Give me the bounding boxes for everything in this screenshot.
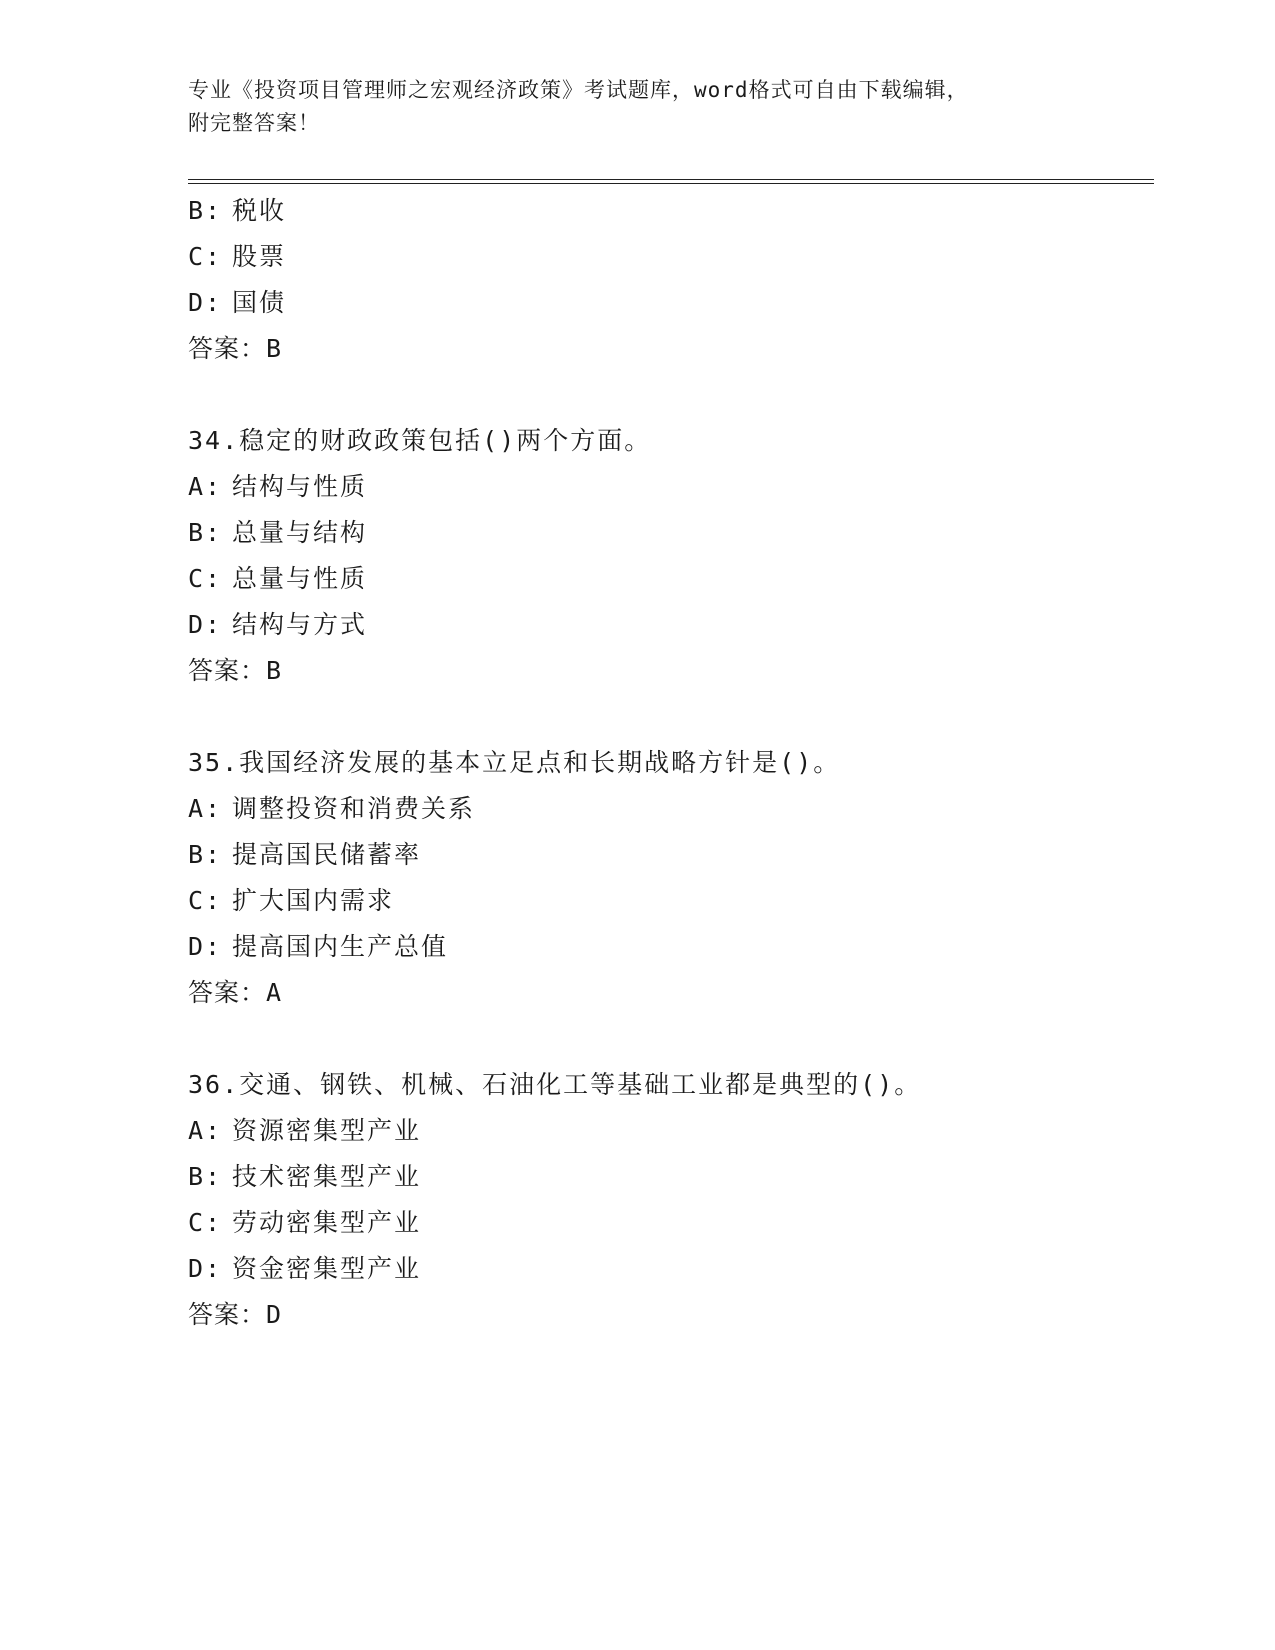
option-b: B: 税收	[188, 196, 287, 225]
option-d: D: 资金密集型产业	[188, 1254, 422, 1283]
header-divider-bottom	[188, 183, 1154, 184]
option-d: D: 国债	[188, 288, 287, 317]
spacer	[188, 372, 1154, 418]
answer-line: 答案：D	[188, 1300, 284, 1329]
spacer	[188, 694, 1154, 740]
option-b: B: 提高国民储蓄率	[188, 840, 422, 869]
question-text: 36.交通、钢铁、机械、石油化工等基础工业都是典型的()。	[188, 1070, 922, 1099]
option-a: A: 结构与性质	[188, 472, 368, 501]
answer-line: 答案：B	[188, 656, 284, 685]
question-33-continuation	[188, 188, 1154, 372]
option-b: B: 总量与结构	[188, 518, 368, 547]
option-c: C: 劳动密集型产业	[188, 1208, 422, 1237]
option-a: A: 调整投资和消费关系	[188, 794, 476, 823]
option-b: B: 技术密集型产业	[188, 1162, 422, 1191]
header-line-2: 附完整答案！	[188, 111, 320, 135]
option-d: D: 提高国内生产总值	[188, 932, 449, 961]
header-line-1: 专业《投资项目管理师之宏观经济政策》考试题库，word格式可自由下载编辑，	[188, 78, 969, 102]
option-a: A: 资源密集型产业	[188, 1116, 422, 1145]
option-c: C: 扩大国内需求	[188, 886, 395, 915]
option-c: C: 股票	[188, 242, 287, 271]
spacer	[188, 1016, 1154, 1062]
question-list	[188, 188, 1154, 1338]
question-text: 35.我国经济发展的基本立足点和长期战略方针是()。	[188, 748, 841, 777]
header-divider-top	[188, 179, 1154, 180]
question-35	[188, 740, 1154, 1016]
answer-line: 答案：B	[188, 334, 284, 363]
option-d: D: 结构与方式	[188, 610, 368, 639]
question-36	[188, 1062, 1154, 1338]
document-header	[188, 74, 1088, 140]
answer-line: 答案：A	[188, 978, 284, 1007]
question-text: 34.稳定的财政政策包括()两个方面。	[188, 426, 652, 455]
question-34	[188, 418, 1154, 694]
option-c: C: 总量与性质	[188, 564, 368, 593]
